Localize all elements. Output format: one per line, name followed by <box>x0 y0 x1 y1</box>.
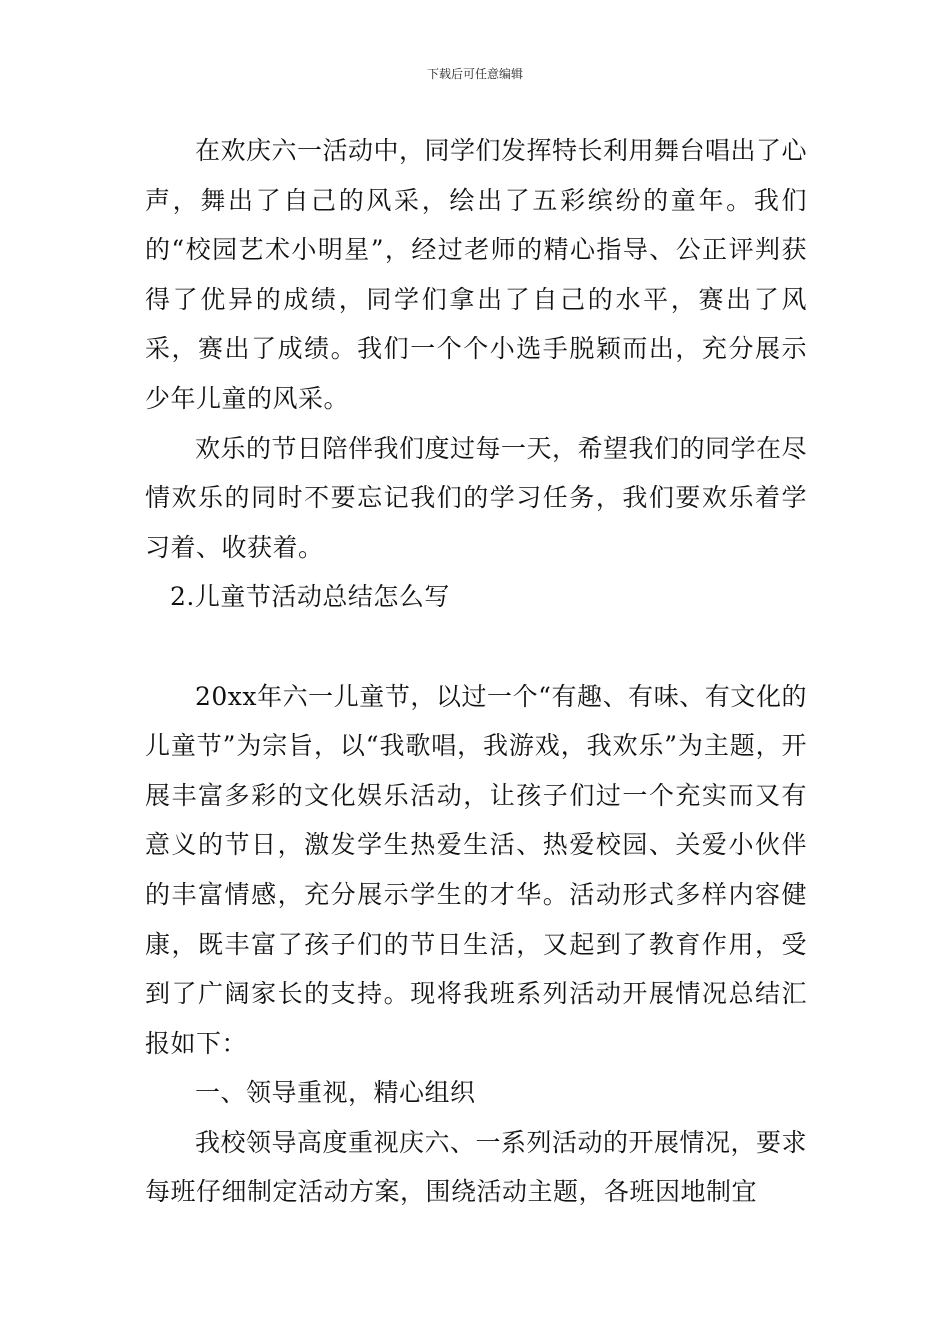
document-body <box>145 126 807 1217</box>
page-header: 下载后可任意编辑 <box>426 67 523 81</box>
paragraph-celebration: 在欢庆六一活动中，同学们发挥特长利用舞台唱出了心声，舞出了自己的风采，绘出了五彩缤纷的童年。我们的“校园艺术小明星”，经过老师的精心指导、公正评判获得了优异的成绩，同学们拿出了自己的水平，赛出了风采，赛出了成绩。我们一个个小选手脱颖而出，充分展示少年儿童的风采。 <box>145 136 808 413</box>
paragraph-festival-wish: 欢乐的节日陪伴我们度过每一天，希望我们的同学在尽情欢乐的同时不要忘记我们的学习任务，我们要欢乐着学习着、收获着。 <box>145 433 808 562</box>
paragraph-leadership: 我校领导高度重视庆六、一系列活动的开展情况，要求每班仔细制定活动方案，围绕活动主题，各班因地制宜 <box>145 1127 808 1207</box>
subheading-leadership: 一、领导重视，精心组织 <box>195 1078 476 1108</box>
paragraph-childrens-day: 20xx年六一儿童节，以过一个“有趣、有味、有文化的儿童节”为宗旨，以“我歌唱，我游戏，我欢乐”为主题，开展丰富多彩的文化娱乐活动，让孩子们过一个充实而又有意义的节日，激发学生热爱生活、热爱校园、关爱小伙伴的丰富情感，充分展示学生的才华。活动形式多样内容健康，既丰富了孩子们的节日生活，又起到了教育作用，受到了广阔家长的支持。现将我班系列活动开展情况总结汇报如下： <box>145 681 807 1058</box>
blank-line <box>145 622 807 672</box>
section-heading-summary: 2.儿童节活动总结怎么写 <box>170 582 450 612</box>
